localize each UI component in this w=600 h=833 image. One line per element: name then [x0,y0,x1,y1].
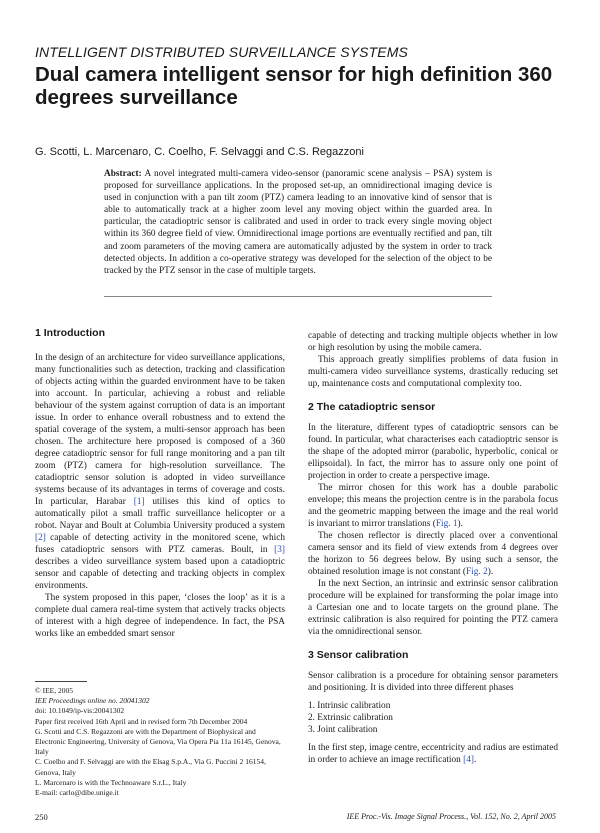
citation-link[interactable]: [1] [133,497,145,507]
footnote-email: E-mail: carlo@dibe.unige.it [35,788,119,798]
paragraph: In the design of an architecture for video surveillance applications, many functionalities such as detection, tracking and classification of objects acting within the guarded environment have to be taken into account. In particular, achieving a robust and reliable behaviour of the system against corruption of data is an important issue. In order to enhance overall robustness and to extend the spatial coverage of the system, a multi-sensor approach has been chosen. The architecture here proposed is composed of a 360 degree catadioptric sensor for full range monitoring and a pan tilt zoom (PTZ) camera for high-resolution surveillance. The catadioptric sensor solution is adopted in video surveillance systems because of its advantages in terms of coverage and costs. In particular, Harabar [1] utilises this kind of optics to automatically pilot a small traffic surveillance helicopter or a robot. Nayar and Boult at Columbia University produced a system [2] capable of detecting activity in the monitored scene, which fuses catadioptric sensors with PTZ cameras. Boult, in [3] describes a video surveillance system based upon a catadioptric sensor and capable of detecting and tracking objects in complex environments. [35,353,285,591]
paragraph: Sensor calibration is a procedure for obtaining sensor parameters and positioning. It is divided into three different phases [308,671,558,693]
figure-link[interactable]: Fig. 1 [435,519,458,529]
paragraph: The mirror chosen for this work has a double parabolic envelope; this means the projection centre is in the parabola focus and the geometric mapping between the image and the real world is invariant to mirror translations (Fig. 1). [308,483,558,529]
footnote-affiliation: L. Marcenaro is with the Technoaware S.r.L., Italy [35,777,187,787]
citation-link[interactable]: [2] [35,533,46,543]
citation-link[interactable]: [3] [274,545,285,555]
section-heading-catadioptric-sensor: 2 The catadioptric sensor [308,401,436,413]
paragraph: The chosen reflector is directly placed over a conventional camera sensor and its field of view extends from 4 degrees over the horizon to 56 degrees below. By using such a sensor, the obtained resolution image is not constant (Fig. 2). [308,531,558,577]
paragraph: This approach greatly simplifies problems of data fusion in multi-camera video surveillance systems, drastically reducing set up, maintenance costs and computational complexity too. [308,355,558,389]
abstract-label: Abstract: [104,169,142,179]
abstract-divider [104,296,492,297]
footnote-doi: doi: 10.1049/ip-vis:20041302 [35,706,125,716]
page-number: 250 [35,812,48,822]
phase-list [308,700,558,736]
footnote-received: Paper first received 16th April and in revised form 7th December 2004 [35,716,248,726]
footnote-affiliation: C. Coelho and F. Selvaggi are with the Elsag S.p.A., Via G. Puccini 2 16154, Genova, Italy [35,757,266,777]
list-item: 2. Extrinsic calibration [308,713,393,723]
footnotes [35,686,285,798]
abstract-text: A novel integrated multi-camera video-sensor (panoramic scene analysis – PSA) system is proposed for surveillance applications. In the proposed set-up, an omnidirectional imaging device is used in conjunction with a pan tilt zoom (PTZ) camera leading to an innovative kind of sensor that is able to automatically track at a higher zoom level any moving object within the guarded area. In particular, the catadioptric sensor is calibrated and used in order to track every single moving object within its 360 degree field of view. Omnidirectional image portions are eventually rectified and pan, tilt and zoom parameters of the moving camera are automatically adjusted by the system in order to track detected objects. In addition a co-operative strategy was developed for the selection of the object to be tracked by the PTZ sensor in the case of multiple targets. [104,169,492,276]
paragraph: capable of detecting and tracking multiple objects whether in low or high resolution by using the mobile camera. [308,331,558,353]
left-column [35,352,285,640]
page-title: Dual camera intelligent sensor for high definition 360 degrees surveillance [35,63,553,109]
paragraph: In the next Section, an intrinsic and extrinsic sensor calibration procedure will be explained for transforming the polar image into a Cartesian one and to locate targets on the ground plane. The extrinsic calibration is also required for pointing the PTZ camera via the omnidirectional sensor. [308,579,558,637]
footnote-copyright: © IEE, 2005 [35,686,73,695]
right-column [308,330,558,766]
authors: G. Scotti, L. Marcenaro, C. Coelho, F. Selvaggi and C.S. Regazzoni [35,146,364,158]
figure-link[interactable]: Fig. 2 [466,567,488,577]
section-heading-sensor-calibration: 3 Sensor calibration [308,649,409,661]
list-item: 3. Joint calibration [308,725,378,735]
footnote-proceedings: IEE Proceedings online no. 20041302 [35,696,150,706]
section-heading-introduction: 1 Introduction [35,327,105,339]
footnote-affiliation: G. Scotti and C.S. Regazzoni are with the Department of Biophysical and Electronic Engineering, University of Genova, Via Opera Pia 11a 16145, Genova, Italy [35,726,281,757]
citation-link[interactable]: [4] [463,755,474,765]
footnote-divider [35,681,87,682]
paragraph: The system proposed in this paper, ‘closes the loop’ as it is a complete dual camera real-time system that actively tracks objects of interest with a high degree of independence. In fact, the PSA works like an embedded smart sensor [35,593,285,639]
section-label: INTELLIGENT DISTRIBUTED SURVEILLANCE SYSTEMS [35,44,408,60]
paragraph: In the first step, image centre, eccentricity and radius are estimated in order to achieve an image rectification [4]. [308,743,558,765]
list-item: 1. Intrinsic calibration [308,701,391,711]
paragraph: In the literature, different types of catadioptric sensors can be found. In particular, what characterises each catadioptric sensor is the shape of the adopted mirror (parabolic, hyperbolic, conical or ellipsoidal). In fact, the mirror has to assure only one point of projection in order to create a perspective image. [308,423,558,481]
abstract [104,168,492,277]
journal-reference: IEE Proc.-Vis. Image Signal Process., Vol. 152, No. 2, April 2005 [346,812,556,821]
